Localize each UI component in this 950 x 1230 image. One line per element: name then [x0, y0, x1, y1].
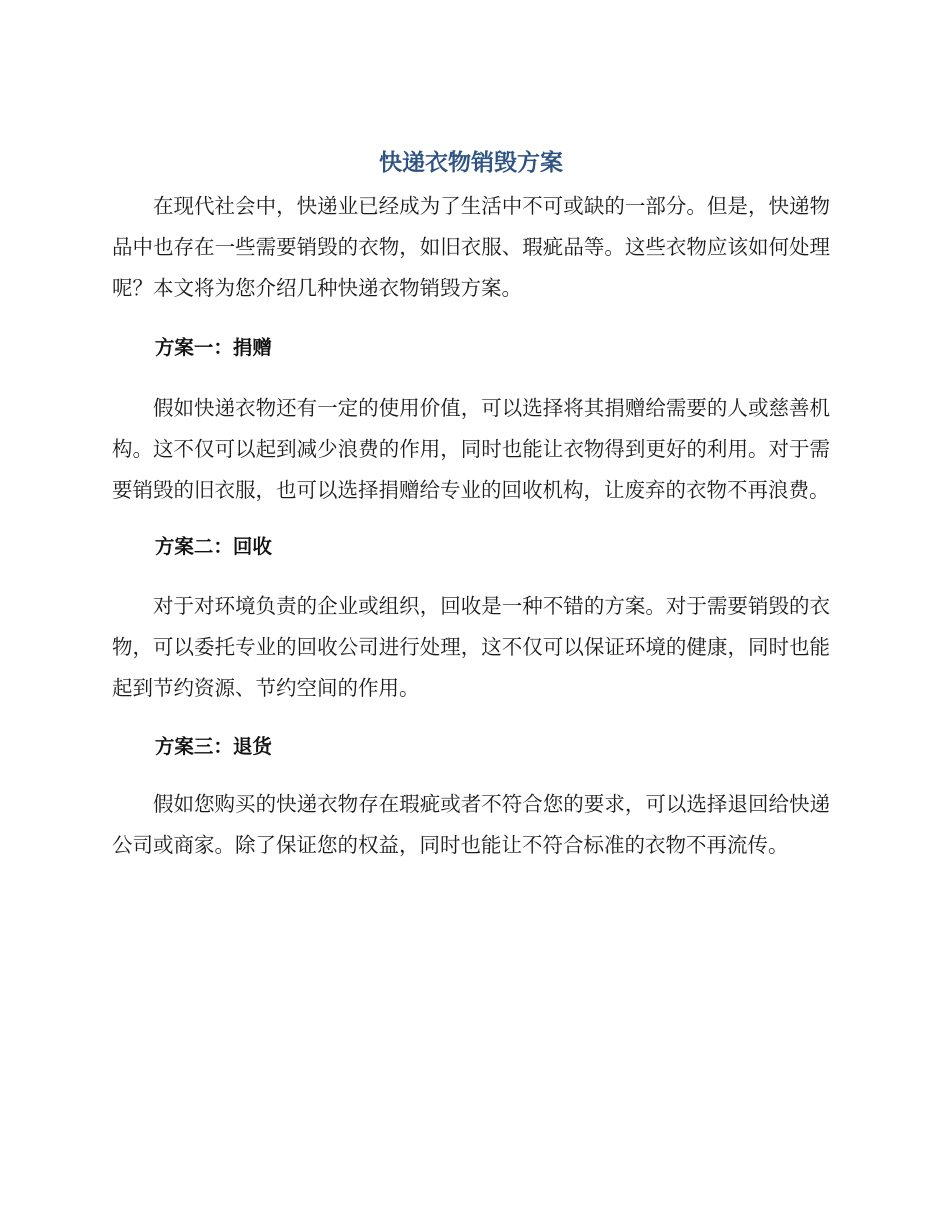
document-body	[112, 140, 830, 866]
section-heading-recycling: 方案二：回收	[154, 535, 272, 558]
section-body-recycling: 对于对环境负责的企业或组织，回收是一种不错的方案。对于需要销毁的衣物，可以委托专业的回收公司进行处理，这不仅可以保证环境的健康，同时也能起到节约资源、节约空间的作用。	[112, 594, 830, 700]
section-heading-donation: 方案一：捐赠	[154, 336, 272, 359]
section-heading-return: 方案三：退货	[154, 735, 272, 758]
section-body-donation: 假如快递衣物还有一定的使用价值，可以选择将其捐赠给需要的人或慈善机构。这不仅可以起到减少浪费的作用，同时也能让衣物得到更好的利用。对于需要销毁的旧衣服，也可以选择捐赠给专业的回收机构，让废弃的衣物不再浪费。	[112, 396, 830, 502]
section-body-return: 假如您购买的快递衣物存在瑕疵或者不符合您的要求，可以选择退回给快递公司或商家。除了保证您的权益，同时也能让不符合标准的衣物不再流传。	[112, 792, 830, 857]
document-title: 快递衣物销毁方案	[379, 150, 563, 176]
intro-paragraph: 在现代社会中，快递业已经成为了生活中不可或缺的一部分。但是，快递物品中也存在一些需要销毁的衣物，如旧衣服、瑕疵品等。这些衣物应该如何处理呢？本文将为您介绍几种快递衣物销毁方案。	[112, 194, 830, 300]
